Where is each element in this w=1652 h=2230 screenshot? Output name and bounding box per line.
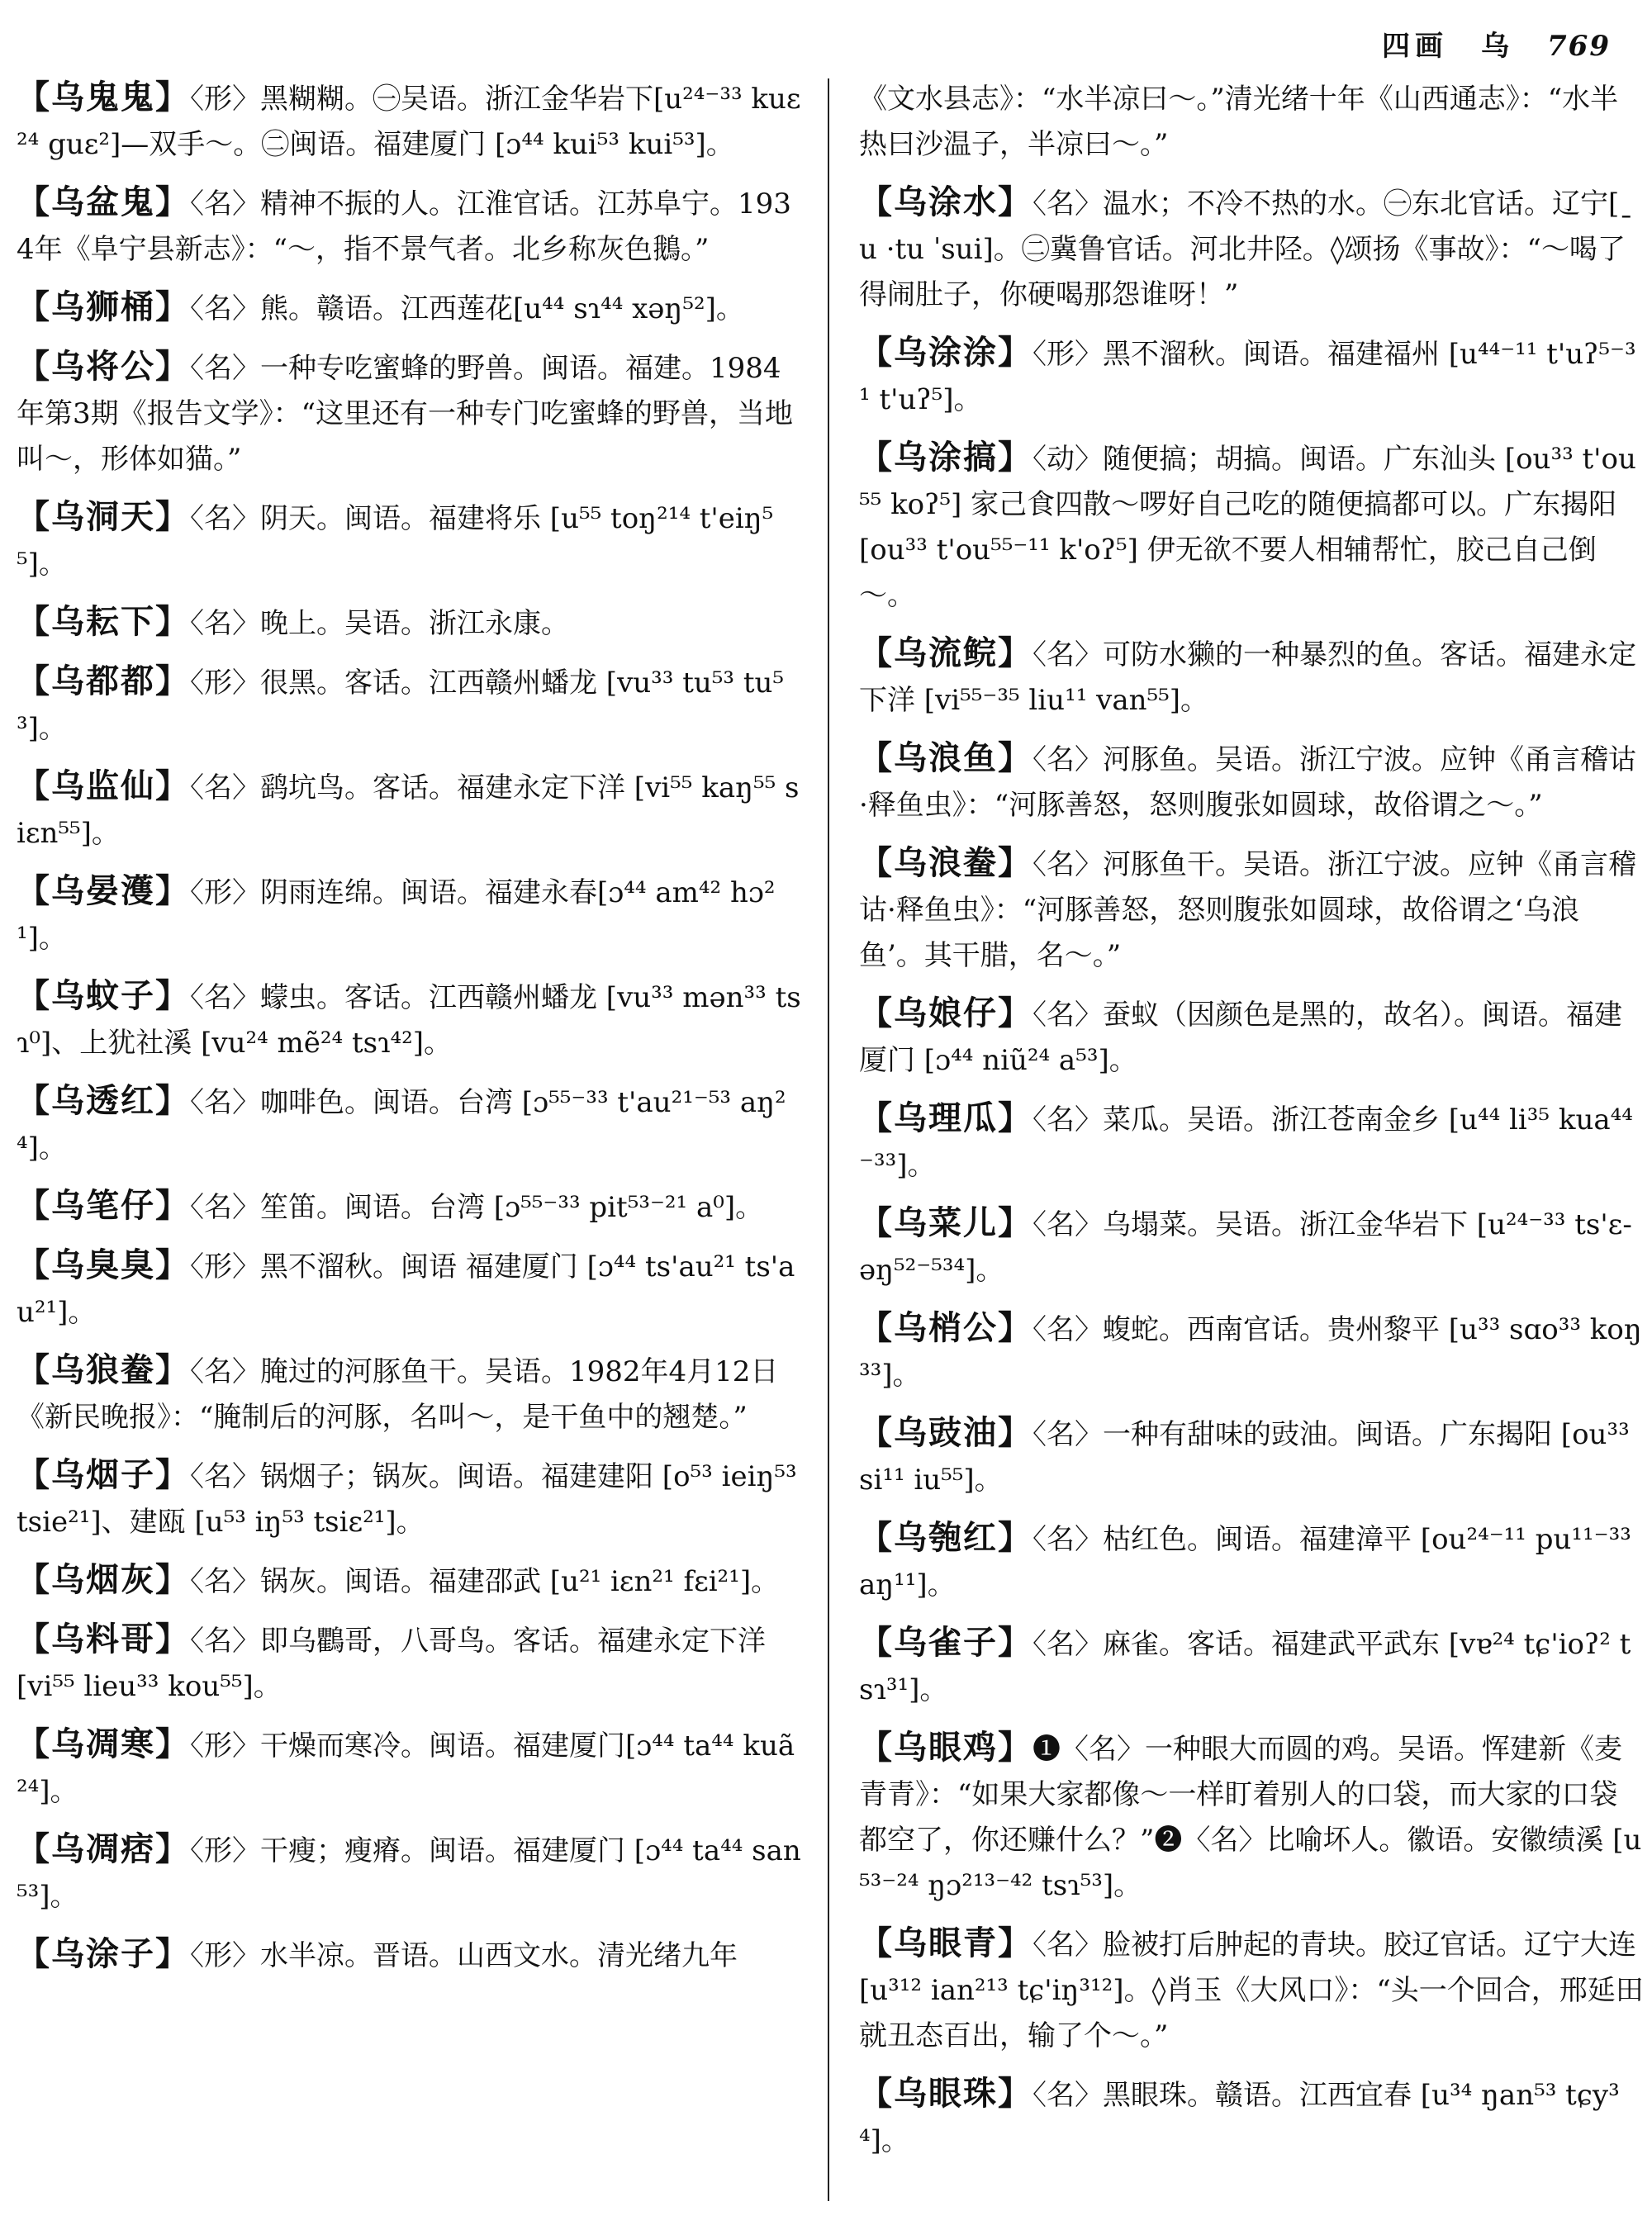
dictionary-entry <box>17 1826 801 1919</box>
headword: 【乌娘仔】 <box>859 994 1032 1032</box>
dictionary-entry <box>17 1452 801 1545</box>
dictionary-entry <box>859 179 1644 318</box>
column-divider <box>828 78 829 2201</box>
dictionary-entry <box>17 599 801 647</box>
headword: 【乌狮桶】 <box>17 287 190 326</box>
headword: 【乌浪鱼】 <box>859 738 1032 777</box>
right-column <box>859 74 1644 2175</box>
headword: 【乌凋痞】 <box>17 1829 190 1868</box>
dictionary-entry <box>859 1620 1644 1713</box>
dictionary-entry <box>859 1725 1644 1909</box>
dictionary-entry <box>17 973 801 1066</box>
dictionary-entry <box>17 763 801 856</box>
headword: 【乌涂搞】 <box>859 438 1032 477</box>
dictionary-entry <box>17 1183 801 1231</box>
dictionary-entry <box>17 74 801 168</box>
headword: 【乌涂子】 <box>17 1934 190 1973</box>
definition: 〈动〉随便搞；胡搞。闽语。广东汕头 [ou³³ t'ou⁵⁵ koʔ⁵] 家己食四散～啰好自己吃的随便搞都可以。广东揭阳 [ou³³ t'ou⁵⁵⁻¹¹ k'oʔ⁵] 伊无欲不要人相辅帮忙，胶己自己倒～。 <box>859 443 1636 612</box>
headword: 【乌监仙】 <box>17 766 190 805</box>
definition: 〈名〉蚕蚁（因颜色是黑的，故名）。闽语。福建厦门 [ɔ⁴⁴ niũ²⁴ a⁵³]。 <box>859 999 1622 1077</box>
definition: 〈名〉鹞坑鸟。客话。福建永定下洋 [vi⁵⁵ kaŋ⁵⁵ siɛn⁵⁵]。 <box>17 771 800 850</box>
headword: 【乌耘下】 <box>17 602 190 641</box>
headword: 【乌豉油】 <box>859 1413 1032 1452</box>
definition: 〈名〉熊。赣语。江西莲花[u⁴⁴ sɿ⁴⁴ xəŋ⁵²]。 <box>190 292 744 325</box>
definition: 〈名〉晚上。吴语。浙江永康。 <box>190 607 569 640</box>
dictionary-entry <box>859 434 1644 619</box>
definition: 〈形〉阴雨连绵。闽语。福建永春[ɔ⁴⁴ am⁴² hɔ²¹]。 <box>17 876 776 955</box>
headword: 【乌烟灰】 <box>17 1560 190 1599</box>
dictionary-entry <box>859 330 1644 423</box>
headword: 【乌梢公】 <box>859 1308 1032 1347</box>
definition: 〈名〉锅灰。闽语。福建邵武 [u²¹ iɛn²¹ fɛi²¹]。 <box>190 1565 780 1598</box>
dictionary-entry <box>859 2071 1644 2164</box>
headword: 【乌雀子】 <box>859 1623 1032 1662</box>
dictionary-entry <box>859 840 1644 979</box>
definition: 〈名〉脸被打后肿起的青块。胶辽官话。辽宁大连 [u³¹² ian²¹³ tɕ'iŋ³¹²]。◊肖玉《大风口》：“头一个回合，邢延田就丑态百出，输了个～。” <box>859 1929 1644 2052</box>
definition: ❶〈名〉一种眼大而圆的鸡。吴语。恽建新《麦青青》：“如果大家都像～一样盯着别人的口袋，而大家的口袋都空了，你还赚什么？”❷〈名〉比喻坏人。徽语。安徽绩溪 [u⁵³⁻²⁴ ŋɔ²¹³⁻⁴² tsɿ⁵³]。 <box>859 1733 1642 1902</box>
headword: 【乌笔仔】 <box>17 1186 190 1225</box>
headword: 【乌眼珠】 <box>859 2074 1032 2113</box>
headword: 【乌洞天】 <box>17 497 190 536</box>
dictionary-entry <box>17 179 801 273</box>
definition: 〈名〉蝮蛇。西南官话。贵州黎平 [u³³ sɑo³³ koŋ³³]。 <box>859 1313 1642 1392</box>
definition: 〈名〉一种专吃蜜蜂的野兽。闽语。福建。1984年第3期《报告文学》：“这里还有一种专门吃蜜蜂的野兽，当地叫～，形体如猫。” <box>17 352 794 476</box>
left-column <box>17 74 801 1990</box>
headword: 【乌烟子】 <box>17 1455 190 1494</box>
radical-char: 乌 <box>1481 30 1515 63</box>
headword: 【乌匏红】 <box>859 1518 1032 1557</box>
definition: 〈形〉黑糊糊。㊀吴语。浙江金华岩下[u²⁴⁻³³ kuɛ²⁴ guɛ²]—双手～。㊁闽语。福建厦门 [ɔ⁴⁴ kui⁵³ kui⁵³]。 <box>17 83 801 161</box>
definition: 〈形〉干瘦；瘦瘠。闽语。福建厦门 [ɔ⁴⁴ ta⁴⁴ san⁵³]。 <box>17 1834 801 1913</box>
dictionary-entry <box>17 1078 801 1171</box>
dictionary-entry <box>17 868 801 961</box>
section-label: 四画 <box>1382 30 1449 63</box>
headword: 【乌凋寒】 <box>17 1725 190 1763</box>
definition: 〈名〉温水；不冷不热的水。㊀东北官话。辽宁[ˍu ·tu ˈsui]。㊁冀鲁官话。河北井陉。◊颂扬《事故》：“～喝了得闹肚子，你硬喝那怨谁呀！” <box>859 187 1634 311</box>
definition: 〈形〉黑不溜秋。闽语。福建福州 [u⁴⁴⁻¹¹ t'uʔ⁵⁻³¹ t'uʔ⁵]。 <box>859 338 1636 416</box>
headword: 【乌晏濩】 <box>17 871 190 910</box>
dictionary-entry <box>859 735 1644 828</box>
page-number: 769 <box>1547 30 1611 63</box>
headword: 【乌料哥】 <box>17 1620 190 1658</box>
dictionary-entry <box>859 1920 1644 2059</box>
dictionary-entry <box>17 1616 801 1710</box>
headword: 【乌涂水】 <box>859 183 1032 221</box>
definition: 〈名〉精神不振的人。江淮官话。江苏阜宁。1934年《阜宁县新志》：“～，指不景气者。北乡称灰色鵝。” <box>17 187 791 266</box>
dictionary-entry <box>859 1095 1644 1189</box>
definition: 〈名〉菜瓜。吴语。浙江苍南金乡 [u⁴⁴ li³⁵ kua⁴⁴⁻³³]。 <box>859 1103 1633 1182</box>
dictionary-entry <box>17 1347 801 1440</box>
dictionary-entry <box>859 630 1644 724</box>
headword: 【乌鬼鬼】 <box>17 78 190 116</box>
definition: 《文水县志》：“水半凉曰～。”清光绪十年《山西通志》：“水半热曰沙温子，半凉曰～。” <box>859 83 1619 161</box>
dictionary-entry <box>17 494 801 587</box>
headword: 【乌眼青】 <box>859 1924 1032 1962</box>
definition: 〈名〉即乌鸜哥，八哥鸟。客话。福建永定下洋 [vi⁵⁵ lieu³³ kou⁵⁵]。 <box>17 1625 766 1703</box>
definition: 〈名〉河豚鱼。吴语。浙江宁波。应钟《甬言稽诂·释鱼虫》：“河豚善怒，怒则腹张如圆球，故俗谓之～。” <box>859 743 1636 822</box>
definition: 〈名〉咖啡色。闽语。台湾 [ɔ⁵⁵⁻³³ t'au²¹⁻⁵³ aŋ²⁴]。 <box>17 1086 786 1165</box>
headword: 【乌浪鲞】 <box>859 843 1032 882</box>
definition: 〈名〉一种有甜味的豉油。闽语。广东揭阳 [ou³³ si¹¹ iu⁵⁵]。 <box>859 1418 1630 1497</box>
definition: 〈名〉笙笛。闽语。台湾 [ɔ⁵⁵⁻³³ pit⁵³⁻²¹ a⁰]。 <box>190 1191 764 1224</box>
definition: 〈名〉乌塌菜。吴语。浙江金华岩下 [u²⁴⁻³³ ts'ɛ-əŋ⁵²⁻⁵³⁴]。 <box>859 1208 1632 1287</box>
dictionary-entry-continued <box>859 74 1644 168</box>
dictionary-entry <box>17 1557 801 1605</box>
definition: 〈形〉黑不溜秋。闽语 福建厦门 [ɔ⁴⁴ ts'au²¹ ts'au²¹]。 <box>17 1250 795 1329</box>
dictionary-entry <box>859 1200 1644 1293</box>
definition: 〈名〉麻雀。客话。福建武平武东 [vɐ²⁴ tɕ'ioʔ² tsɿ³¹]。 <box>859 1628 1631 1706</box>
definition: 〈名〉蠓虫。客话。江西赣州蟠龙 [vu³³ mən³³ tsɿ⁰]、上犹社溪 [vu²⁴ mẽ²⁴ tsɿ⁴²]。 <box>17 981 801 1060</box>
dictionary-entry <box>17 1242 801 1336</box>
dictionary-entry <box>17 284 801 332</box>
dictionary-entry <box>17 1721 801 1815</box>
headword: 【乌将公】 <box>17 347 190 386</box>
definition: 〈形〉水半凉。晋语。山西文水。清光绪九年 <box>190 1939 738 1972</box>
definition: 〈名〉枯红色。闽语。福建漳平 [ou²⁴⁻¹¹ pu¹¹⁻³³ aŋ¹¹]。 <box>859 1523 1631 1601</box>
dictionary-entry <box>17 344 801 482</box>
definition: 〈名〉阴天。闽语。福建将乐 [u⁵⁵ toŋ²¹⁴ t'eiŋ⁵⁵]。 <box>17 502 774 581</box>
dictionary-entry <box>859 1305 1644 1398</box>
headword: 【乌理瓜】 <box>859 1098 1032 1137</box>
headword: 【乌狼鲞】 <box>17 1350 190 1389</box>
headword: 【乌盆鬼】 <box>17 183 190 221</box>
headword: 【乌菜儿】 <box>859 1203 1032 1242</box>
headword: 【乌流鲩】 <box>859 633 1032 672</box>
headword: 【乌眼鸡】 <box>859 1728 1032 1767</box>
definition: 〈名〉可防水獭的一种暴烈的鱼。客话。福建永定下洋 [vi⁵⁵⁻³⁵ liu¹¹ van⁵⁵]。 <box>859 638 1636 717</box>
dictionary-entry <box>17 658 801 752</box>
dictionary-entry <box>859 990 1644 1084</box>
headword: 【乌都都】 <box>17 662 190 700</box>
headword: 【乌蚊子】 <box>17 976 190 1015</box>
definition: 〈名〉腌过的河豚鱼干。吴语。1982年4月12日《新民晚报》：“腌制后的河豚，名叫～，是干鱼中的翘楚。” <box>17 1355 779 1434</box>
dictionary-entry <box>859 1410 1644 1503</box>
dictionary-entry <box>17 1931 801 1979</box>
dictionary-entry <box>859 1515 1644 1608</box>
definition: 〈形〉干燥而寒冷。闽语。福建厦门[ɔ⁴⁴ ta⁴⁴ kuã²⁴]。 <box>17 1729 795 1808</box>
definition: 〈名〉河豚鱼干。吴语。浙江宁波。应钟《甬言稽诂·释鱼虫》：“河豚善怒，怒则腹张如圆球，故俗谓之‘乌浪鱼’。其干腊，名～。” <box>859 848 1636 972</box>
headword: 【乌涂涂】 <box>859 333 1032 372</box>
headword: 【乌臭臭】 <box>17 1245 190 1284</box>
definition: 〈形〉很黑。客话。江西赣州蟠龙 [vu³³ tu⁵³ tu⁵³]。 <box>17 667 785 745</box>
headword: 【乌透红】 <box>17 1081 190 1120</box>
page-header <box>1382 23 1611 64</box>
definition: 〈名〉黑眼珠。赣语。江西宜春 [u³⁴ ŋan⁵³ tɕy³⁴]。 <box>859 2079 1620 2157</box>
definition: 〈名〉锅烟子；锅灰。闽语。福建建阳 [o⁵³ ieiŋ⁵³ tsie²¹]、建瓯 [u⁵³ iŋ⁵³ tsiɛ²¹]。 <box>17 1460 797 1539</box>
